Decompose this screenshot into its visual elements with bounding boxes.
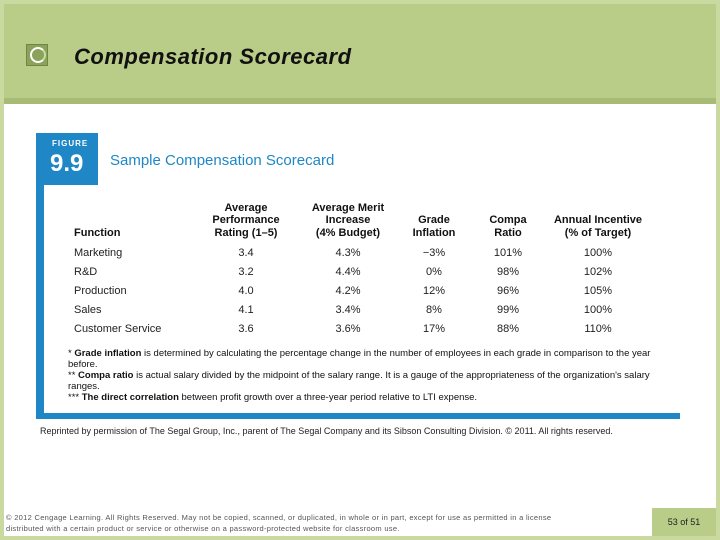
table-cell: 0% [426,266,442,278]
footnote-term: The direct correlation [81,392,179,403]
column-header: Grade Inflation [412,214,456,239]
table-cell: −3% [422,247,446,259]
footnote [68,392,668,403]
row-function-label: Sales [74,304,102,316]
table-cell: 4.2% [335,285,361,297]
column-header: Annual Incentive (% of Target) [553,214,643,239]
table-cell: 17% [422,323,446,335]
footnote [68,348,668,370]
table-cell: 102% [583,266,613,278]
footnote-term: Grade inflation [74,348,142,359]
footnote-term: Compa ratio [78,370,134,381]
table-cell: 3.4% [335,304,361,316]
table-cell: 3.2 [238,266,254,278]
slide-title: Compensation Scorecard [74,44,352,69]
page-number: 53 of 51 [667,517,701,527]
row-function-label: Production [74,285,127,297]
footnote-text: between profit growth over a three-year period relative to LTI expense. [178,392,478,403]
footnote-marker: ** [68,370,79,381]
table-cell: 3.6 [238,323,254,335]
table-cell: 4.4% [335,266,361,278]
table-cell: 4.3% [335,247,361,259]
footnote-text: is determined by calculating the percentage change in the number of employees in each grade in comparison to the year before. [68,348,651,370]
row-function-label: Marketing [74,247,123,259]
table-cell: 3.6% [335,323,361,335]
table-cell: 100% [583,247,613,259]
copyright-notice: © 2012 Cengage Learning. All Rights Reserved. May not be copied, scanned, or duplicated, in whole or in part, except for use as permitted in a license distributed with a certain product or service or otherwise on a password-protected website for classroom use. [6,513,552,533]
table-cell: 4.0 [238,285,254,297]
figure-number: 9.9 [50,150,84,177]
column-header: Function [74,226,121,239]
row-function-label: Customer Service [74,323,162,335]
table-cell: 99% [496,304,520,316]
table-cell: 98% [496,266,520,278]
table-cell: 101% [493,247,523,259]
table-cell: 3.4 [238,247,254,259]
header-divider [4,98,716,104]
bullet-circle-icon [30,47,46,63]
reprint-credit: Reprinted by permission of The Segal Group, Inc., parent of The Segal Company and its Sibson Consulting Division. © 2011. All rights reserved. [40,426,613,436]
figure-title: Sample Compensation Scorecard [110,152,335,169]
column-header: Compa Ratio [489,214,527,239]
table-cell: 12% [422,285,446,297]
table-cell: 8% [426,304,442,316]
footnote-marker: *** [68,392,82,403]
footnote-text: is actual salary divided by the midpoint of the salary range. It is a gauge of the appropriateness of the organization's salary ranges. [68,370,650,392]
table-cell: 100% [583,304,613,316]
table-cell: 88% [496,323,520,335]
figure-label: FIGURE [52,139,89,148]
table-cell: 105% [583,285,613,297]
footnotes [68,348,668,403]
footnote-marker: * [68,348,75,359]
column-header: Average Performance Rating (1–5) [212,201,280,239]
table-cell: 96% [496,285,520,297]
table-cell: 4.1 [238,304,254,316]
column-header: Average Merit Increase (4% Budget) [311,201,385,239]
row-function-label: R&D [74,266,98,278]
table-cell: 110% [584,323,612,335]
footnote [68,370,668,392]
